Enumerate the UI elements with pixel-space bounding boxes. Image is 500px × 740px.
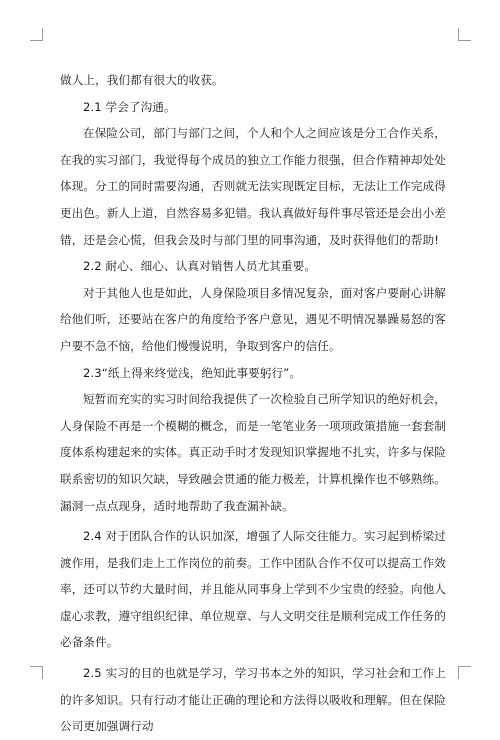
crop-mark-bottom-right (458, 666, 471, 679)
crop-mark-top-right (458, 28, 471, 41)
heading-2-1: 2.1 学会了沟通。 (83, 99, 176, 114)
paragraph-continuation: 做人上，我们都有很大的收获。 (60, 73, 224, 87)
paragraph-patience: 对于其他人也是如此，人身保险项目多情况复杂，面对客户要耐心讲解给他们听，还要站在客户的角度给予客户意见，遇见不明情况暴躁易怒的客户要不急不恼，给他们慢慢说明，争取到客户的信任。 (60, 285, 446, 353)
paragraph-teamwork: 2.4 对于团队合作的认识加深，增强了人际交往能力。实习起到桥梁过渡作用，是我们走上工作岗位的前奏。工作中团队合作不仅可以提高工作效率，还可以节约大量时间，并且能从同事身上学到不少宝贵的经验。向他人虚心求教，遵守组织纪律、单位规章、与人文明交往是顺利完成工作任务的必备条件。 (60, 529, 446, 650)
crop-mark-top-left (30, 28, 43, 41)
paragraph-practice: 短暂而充实的实习时间给我提供了一次检验自己所学知识的绝好机会，人身保险不再是一个模糊的概念，而是一笔笔业务一项项政策措施一套套制度体系构建起来的实体。真正动手时才发现知识掌握地不扎实，许多与保险联系密切的知识欠缺，导致融会贯通的能力极差，计算机操作也不够熟练。漏洞一点点现身，适时地帮助了我查漏补缺。 (60, 392, 446, 513)
heading-2-3: 2.3“纸上得来终觉浅，绝知此事要躬行”。 (83, 365, 302, 380)
document-body (60, 67, 446, 740)
heading-2-2: 2.2 耐心、细心、认真对销售人员尤其重要。 (83, 259, 317, 274)
crop-mark-bottom-left (30, 666, 43, 679)
paragraph-learning: 2.5 实习的目的也就是学习，学习书本之外的知识，学习社会和工作上的许多知识。只有行动才能让正确的理论和方法得以吸收和理解。但在保险公司更加强调行动 (60, 666, 446, 734)
paragraph-communication: 在保险公司，部门与部门之间，个人和个人之间应该是分工合作关系，在我的实习部门，我觉得每个成员的独立工作能力很强，但合作精神却处处体现。分工的同时需要沟通，否则就无法实现既定目标，无法让工作完成得更出色。新人上道，自然容易多犯错。我认真做好每件事尽管还是会出小差错，还是会心慌，但我会及时与部门里的同事沟通，及时获得他们的帮助! (60, 126, 446, 247)
